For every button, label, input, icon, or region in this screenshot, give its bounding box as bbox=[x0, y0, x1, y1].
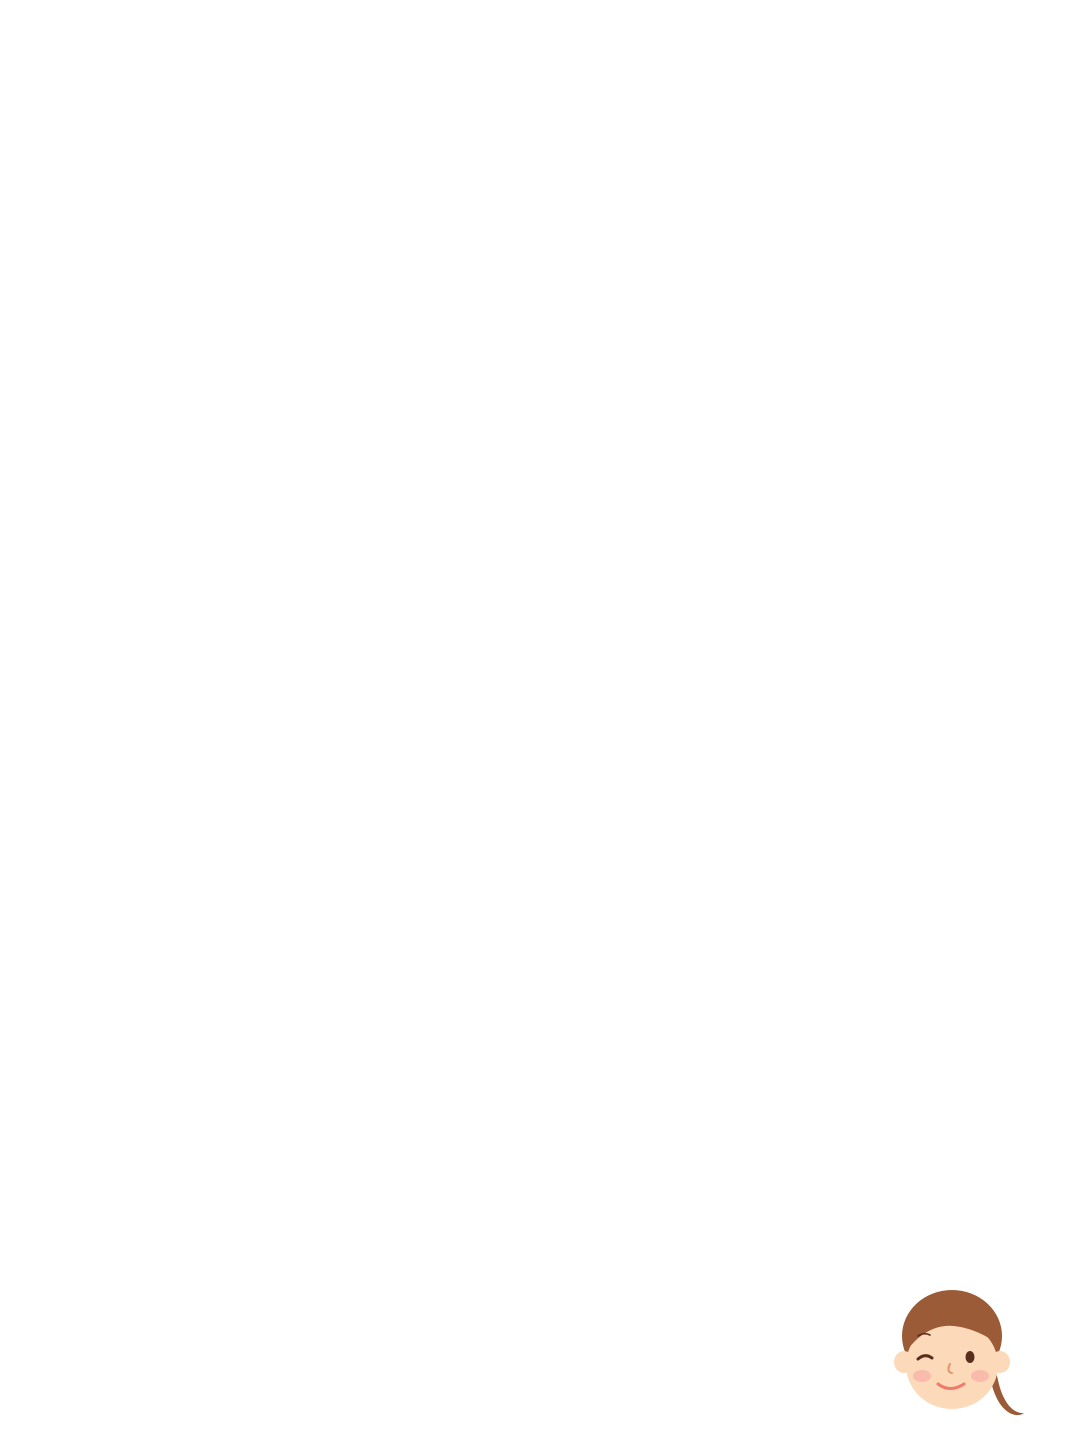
right-cheek bbox=[971, 1370, 989, 1382]
winking-girl-face-icon bbox=[880, 1280, 1040, 1430]
left-cheek bbox=[913, 1370, 931, 1382]
open-eye bbox=[966, 1351, 975, 1363]
